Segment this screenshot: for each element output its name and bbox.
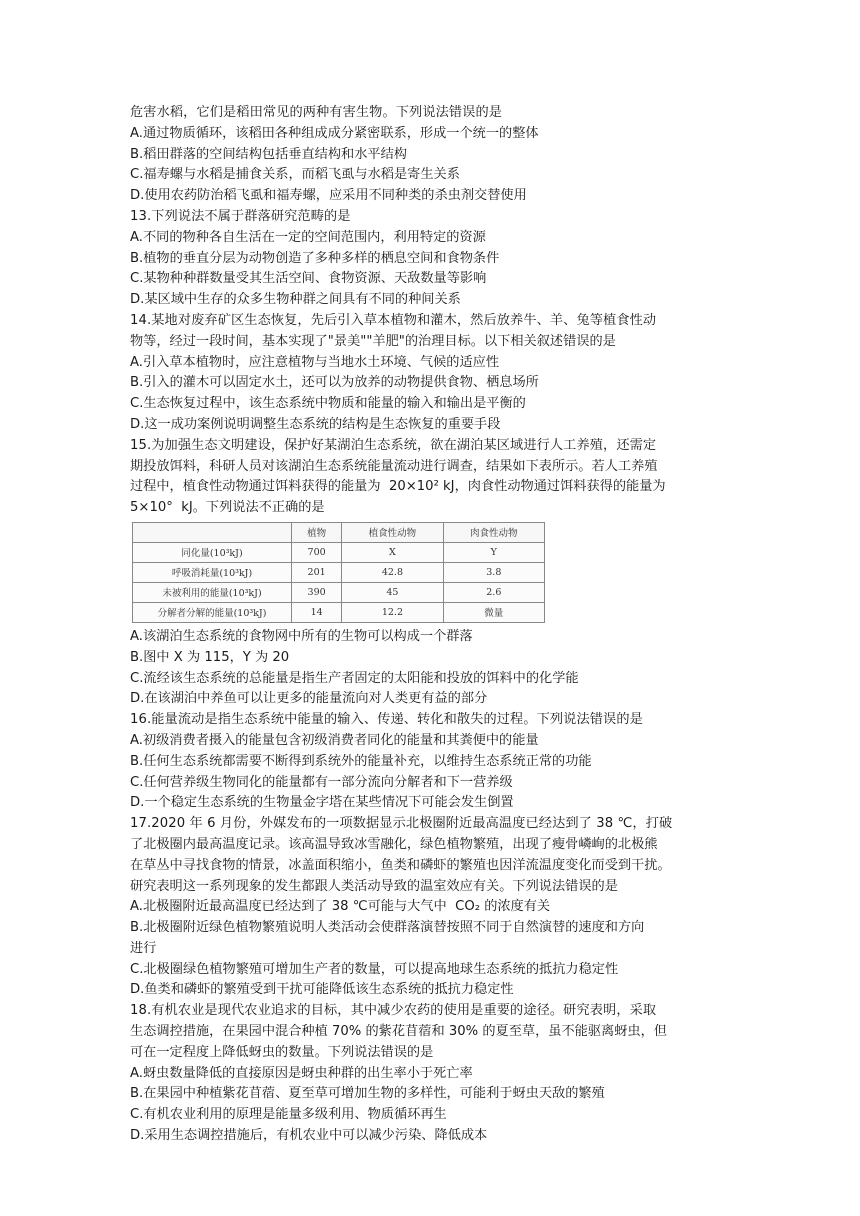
option-line: A.通过物质循环，该稻田各种组成成分紧密联系，形成一个统一的整体 bbox=[130, 125, 539, 141]
table-cell: 42.8 bbox=[342, 562, 443, 582]
option-line: 进行 bbox=[130, 940, 157, 956]
question-13-stem: 13.下列说法不属于群落研究范畴的是 bbox=[130, 208, 351, 224]
table-header-cell: 植食性动物 bbox=[342, 522, 443, 542]
energy-flow-table bbox=[132, 522, 545, 623]
table-cell: 3.8 bbox=[443, 562, 544, 582]
exam-page bbox=[130, 103, 730, 1147]
option-text: 的浓度有关 bbox=[484, 899, 551, 915]
option-line: D.采用生态调控措施后，有机农业中可以减少污染、降低成本 bbox=[130, 1128, 488, 1144]
question-17-stem-cont: 在草丛中寻找食物的情景，冰盖面积缩小，鱼类和磷虾的繁殖也因洋流温度变化而受到干扰。 bbox=[130, 857, 671, 873]
option-line: B.图中 X 为 115，Y 为 20 bbox=[130, 649, 290, 665]
stem-text: 过程中，植食性动物通过饵料获得的能量为 bbox=[130, 479, 381, 495]
option-text: A.北极圈附近最高温度已经达到了 38 ℃可能与大气中 bbox=[130, 899, 447, 915]
table-header-row bbox=[133, 522, 545, 542]
question-15-stem-cont bbox=[130, 498, 730, 519]
energy-value: 5×10° bbox=[130, 500, 173, 516]
stem-text: kJ。下列说法不正确的是 bbox=[181, 500, 325, 516]
energy-value: 20×10² kJ bbox=[388, 479, 455, 495]
table-row-label: 分解者分解的能量(10³kJ) bbox=[133, 602, 292, 622]
option-line: D.在该湖泊中养鱼可以让更多的能量流向对人类更有益的部分 bbox=[130, 691, 488, 707]
option-line: C.福寿螺与水稻是捕食关系，而稻飞虱与水稻是寄生关系 bbox=[130, 167, 460, 183]
chemical-formula: CO₂ bbox=[455, 899, 480, 915]
question-15-stem-cont: 期投放饵料，科研人员对该湖泊生态系统能量流动进行调查，结果如下表所示。若人工养殖 bbox=[130, 458, 658, 474]
option-line: C.有机农业利用的原理是能量多级利用、物质循环再生 bbox=[130, 1107, 447, 1123]
table-row bbox=[133, 582, 545, 602]
table-cell: 45 bbox=[342, 582, 443, 602]
table-row-label: 呼吸消耗量(10³kJ) bbox=[133, 562, 292, 582]
table-cell: X bbox=[342, 542, 443, 562]
option-line: A.该湖泊生态系统的食物网中所有的生物可以构成一个群落 bbox=[130, 628, 473, 644]
question-14-stem: 14.某地对废弃矿区生态恢复，先后引入草本植物和灌木，然后放养牛、羊、兔等植食性动 bbox=[130, 312, 657, 328]
text-block-q15-q17 bbox=[130, 627, 730, 918]
option-line: B.任何生态系统都需要不断得到系统外的能量补充，以维持生态系统正常的功能 bbox=[130, 753, 592, 769]
option-line: D.这一成功案例说明调整生态系统的结构是生态恢复的重要手段 bbox=[130, 416, 501, 432]
question-15-stem-cont bbox=[130, 477, 730, 498]
option-line: D.使用农药防治稻飞虱和福寿螺，应采用不同种类的杀虫剂交替使用 bbox=[130, 188, 527, 204]
option-line: C.北极圈绿色植物繁殖可增加生产者的数量，可以提高地球生态系统的抵抗力稳定性 bbox=[130, 961, 619, 977]
question-18-stem-cont: 可在一定程度上降低蚜虫的数量。下列说法错误的是 bbox=[130, 1044, 434, 1060]
question-16-stem: 16.能量流动是指生态系统中能量的输入、传递、转化和散失的过程。下列说法错误的是 bbox=[130, 712, 643, 728]
table-cell: 2.6 bbox=[443, 582, 544, 602]
table-cell: 700 bbox=[292, 542, 342, 562]
option-line: B.植物的垂直分层为动物创造了多种多样的栖息空间和食物条件 bbox=[130, 250, 500, 266]
table-row bbox=[133, 602, 545, 622]
option-line: A.引入草本植物时，应注意植物与当地水土环境、气候的适应性 bbox=[130, 354, 500, 370]
option-line bbox=[130, 897, 730, 918]
option-line: A.蚜虫数量降低的直接原因是蚜虫种群的出生率小于死亡率 bbox=[130, 1065, 473, 1081]
option-line: A.不同的物种各自生活在一定的空间范围内，利用特定的资源 bbox=[130, 229, 486, 245]
option-line: C.任何营养级生物同化的能量都有一部分流向分解者和下一营养级 bbox=[130, 774, 513, 790]
option-line: C.生态恢复过程中，该生态系统中物质和能量的输入和输出是平衡的 bbox=[130, 396, 526, 412]
question-17-stem-cont: 了北极圈内最高温度记录。该高温导致冰雪融化，绿色植物繁殖，出现了瘦骨嶙峋的北极熊 bbox=[130, 836, 658, 852]
option-line: B.北极圈附近绿色植物繁殖说明人类活动会使群落演替按照不同于自然演替的速度和方向 bbox=[130, 920, 645, 936]
question-17-stem: 17.2020 年 6 月份，外媒发布的一项数据显示北极圈附近最高温度已经达到了 38 ℃，打破 bbox=[130, 816, 673, 832]
option-line: C.流经该生态系统的总能量是指生产者固定的太阳能和投放的饵料中的化学能 bbox=[130, 670, 579, 686]
text-block-q17-q18 bbox=[130, 918, 730, 1147]
option-line: D.鱼类和磷虾的繁殖受到干扰可能降低该生态系统的抵抗力稳定性 bbox=[130, 982, 514, 998]
table-header-cell: 肉食性动物 bbox=[443, 522, 544, 542]
table-row-label: 同化量(10³kJ) bbox=[133, 542, 292, 562]
table-cell: 14 bbox=[292, 602, 342, 622]
question-18-stem: 18.有机农业是现代农业追求的目标，其中减少农药的使用是重要的途径。研究表明，采取 bbox=[130, 1003, 657, 1019]
table-cell: 微量 bbox=[443, 602, 544, 622]
option-line: B.在果园中种植紫花苜蓿、夏至草可增加生物的多样性，可能利于蚜虫天敌的繁殖 bbox=[130, 1086, 605, 1102]
option-line: C.某物种种群数量受其生活空间、食物资源、天敌数量等影响 bbox=[130, 271, 487, 287]
table-cell: Y bbox=[443, 542, 544, 562]
table-row bbox=[133, 562, 545, 582]
table-cell: 12.2 bbox=[342, 602, 443, 622]
energy-flow-table-wrapper bbox=[132, 522, 730, 623]
option-line: A.初级消费者摄入的能量包含初级消费者同化的能量和其粪便中的能量 bbox=[130, 732, 539, 748]
table-row bbox=[133, 542, 545, 562]
question-15-stem: 15.为加强生态文明建设，保护好某湖泊生态系统，欲在湖泊某区域进行人工养殖，还需定 bbox=[130, 437, 657, 453]
stem-text: ，肉食性动物通过饵料获得的能量为 bbox=[454, 479, 666, 495]
option-line: B.稻田群落的空间结构包括垂直结构和水平结构 bbox=[130, 146, 407, 162]
table-header-cell bbox=[133, 522, 292, 542]
option-line: D.一个稳定生态系统的生物量金字塔在某些情况下可能会发生倒置 bbox=[130, 795, 514, 811]
table-header-cell: 植物 bbox=[292, 522, 342, 542]
question-17-stem-cont: 研究表明这一系列现象的发生都跟人类活动导致的温室效应有关。下列说法错误的是 bbox=[130, 878, 618, 894]
question-18-stem-cont: 生态调控措施，在果园中混合种植 70% 的紫花苜蓿和 30% 的夏至草，虽不能驱离蚜虫，但 bbox=[130, 1024, 667, 1040]
table-cell: 201 bbox=[292, 562, 342, 582]
table-cell: 390 bbox=[292, 582, 342, 602]
option-line: B.引入的灌木可以固定水土，还可以为放养的动物提供食物、栖息场所 bbox=[130, 375, 539, 391]
table-row-label: 未被利用的能量(10³kJ) bbox=[133, 582, 292, 602]
text-line: 危害水稻，它们是稻田常见的两种有害生物。下列说法错误的是 bbox=[130, 105, 503, 120]
option-line: D.某区域中生存的众多生物种群之间具有不同的种间关系 bbox=[130, 292, 461, 308]
question-14-stem-cont: 物等，经过一段时间，基本实现了"景美""羊肥"的治理目标。以下相关叙述错误的是 bbox=[130, 333, 616, 349]
text-block-q12-q15 bbox=[130, 103, 730, 519]
